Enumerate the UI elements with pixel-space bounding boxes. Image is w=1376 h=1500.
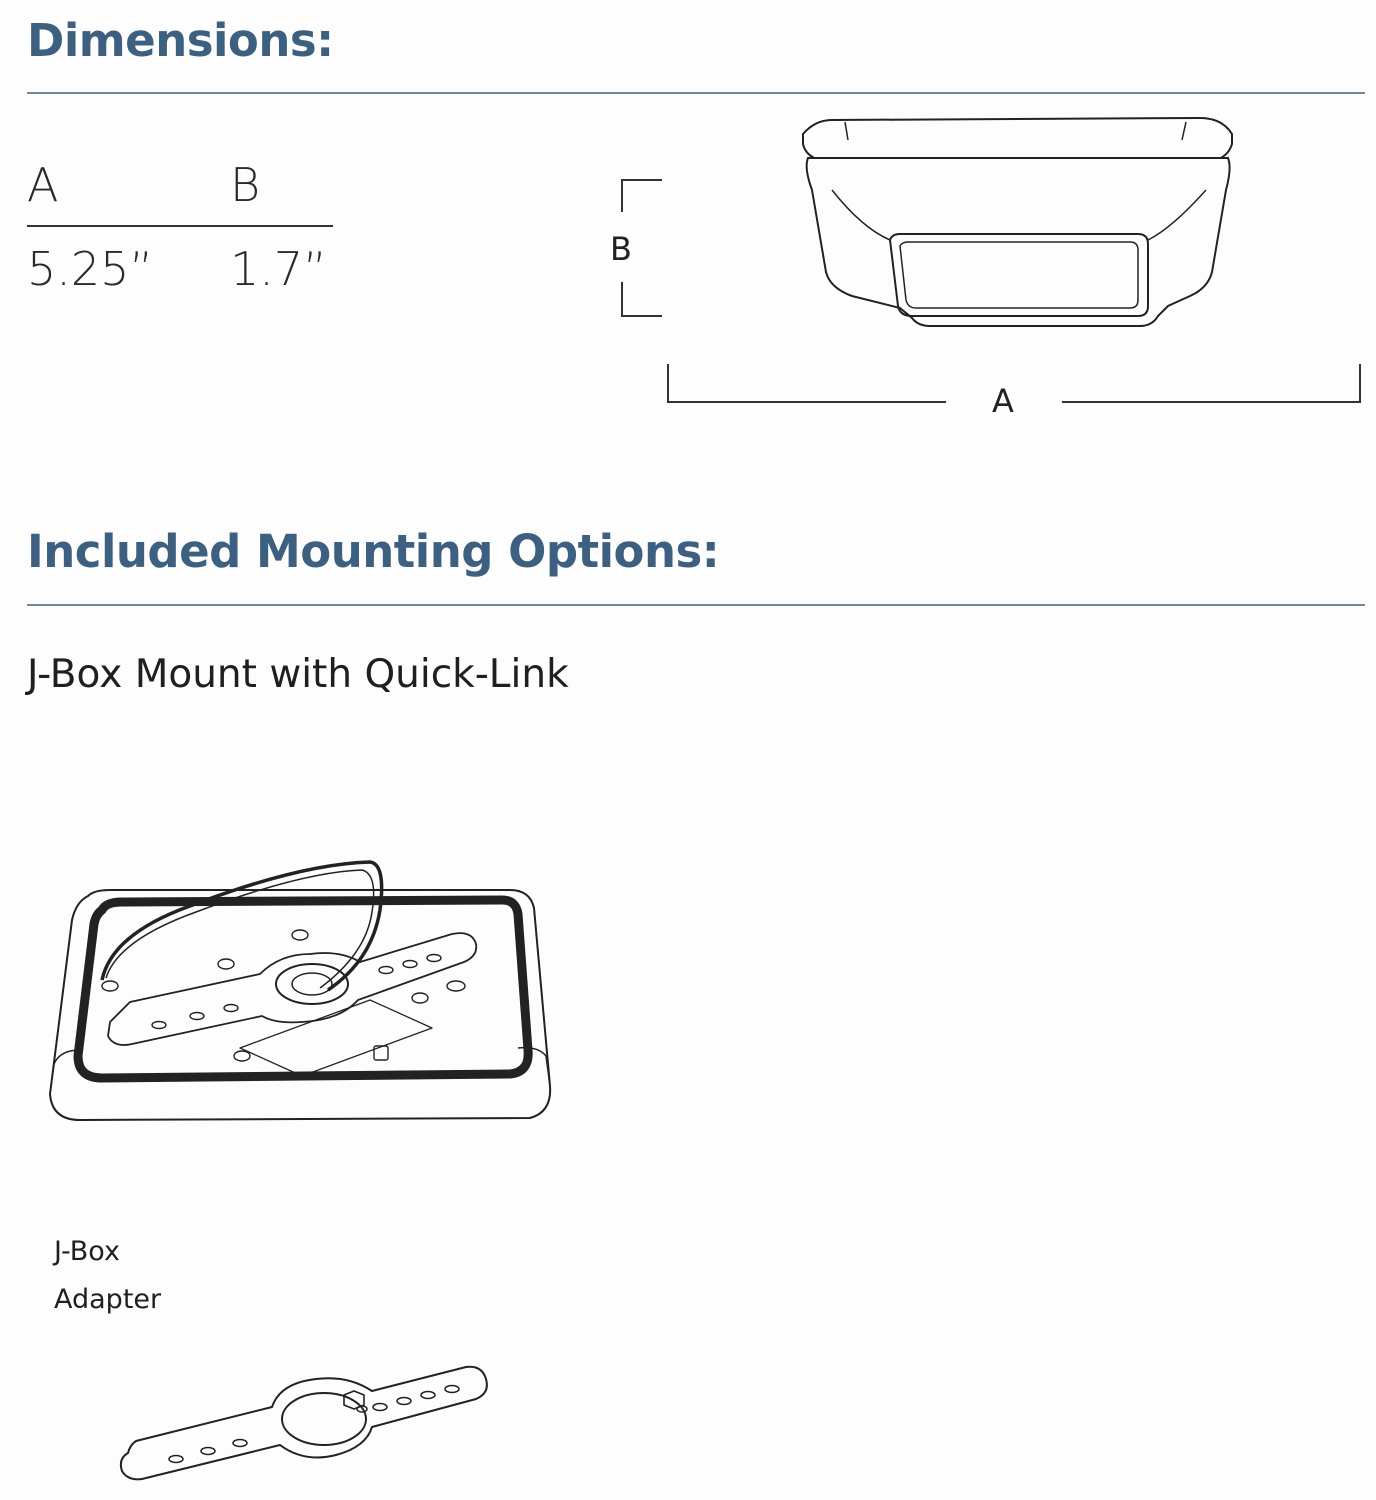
mounting-divider	[27, 604, 1365, 606]
dimensions-table-divider	[27, 225, 333, 227]
fixture-dimension-diagram	[600, 100, 1376, 440]
fixture-drawing	[803, 118, 1232, 326]
height-label: B	[610, 230, 632, 268]
dimension-b-value: 1.7”	[230, 242, 327, 296]
jbox-adapter-illustration	[110, 1355, 500, 1495]
dimension-a-value: 5.25”	[27, 242, 154, 296]
mounting-option-name: J-Box Mount with Quick-Link	[27, 652, 569, 697]
dimensions-heading: Dimensions:	[27, 14, 334, 67]
dimensions-divider	[27, 92, 1365, 94]
width-label: A	[992, 382, 1014, 420]
adapter-caption-line2: Adapter	[54, 1284, 162, 1315]
dimension-b-header: B	[230, 158, 261, 212]
mounting-heading: Included Mounting Options:	[27, 525, 720, 578]
width-bracket	[668, 364, 1360, 402]
adapter-caption-line1: J-Box	[54, 1236, 120, 1267]
dimension-a-header: A	[27, 158, 59, 212]
jbox-mount-illustration	[40, 850, 560, 1140]
